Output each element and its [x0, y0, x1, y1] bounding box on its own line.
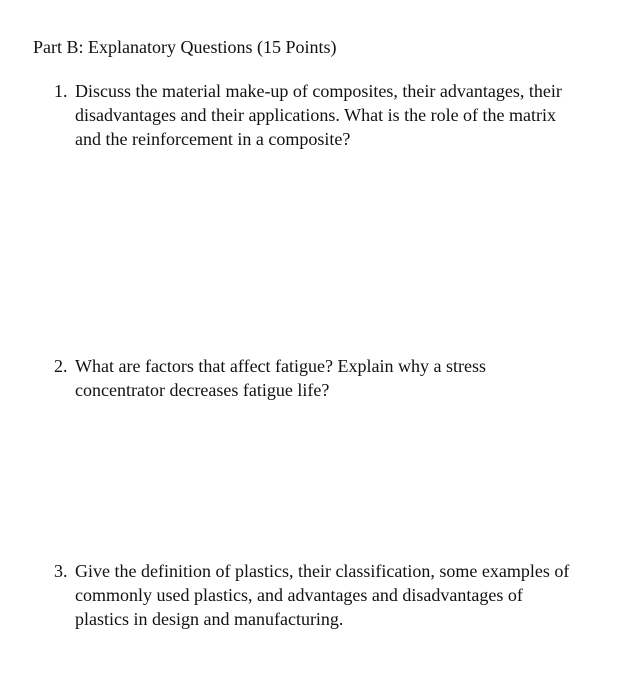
question-line: plastics in design and manufacturing.: [75, 609, 344, 629]
question-line: What are factors that affect fatigue? Explain why a stress: [75, 356, 486, 376]
question-line: Discuss the material make-up of composites, their advantages, their: [75, 81, 562, 101]
question-text: [75, 559, 624, 631]
question-line: disadvantages and their applications. What is the role of the matrix: [75, 105, 557, 125]
question-line: concentrator decreases fatigue life?: [75, 380, 330, 400]
question-line: commonly used plastics, and advantages and disadvantages of: [75, 585, 523, 605]
question-line: and the reinforcement in a composite?: [75, 129, 351, 149]
question-text: [75, 354, 624, 402]
question-number: 2.: [54, 356, 68, 376]
question-number: 1.: [54, 81, 68, 101]
question-text: [75, 79, 624, 151]
question-3: [54, 559, 624, 631]
section-heading: Part B: Explanatory Questions (15 Points): [33, 37, 337, 57]
question-1: [54, 79, 624, 151]
question-2: [54, 354, 624, 402]
question-line: Give the definition of plastics, their classification, some examples of: [75, 561, 570, 581]
question-number: 3.: [54, 561, 68, 581]
